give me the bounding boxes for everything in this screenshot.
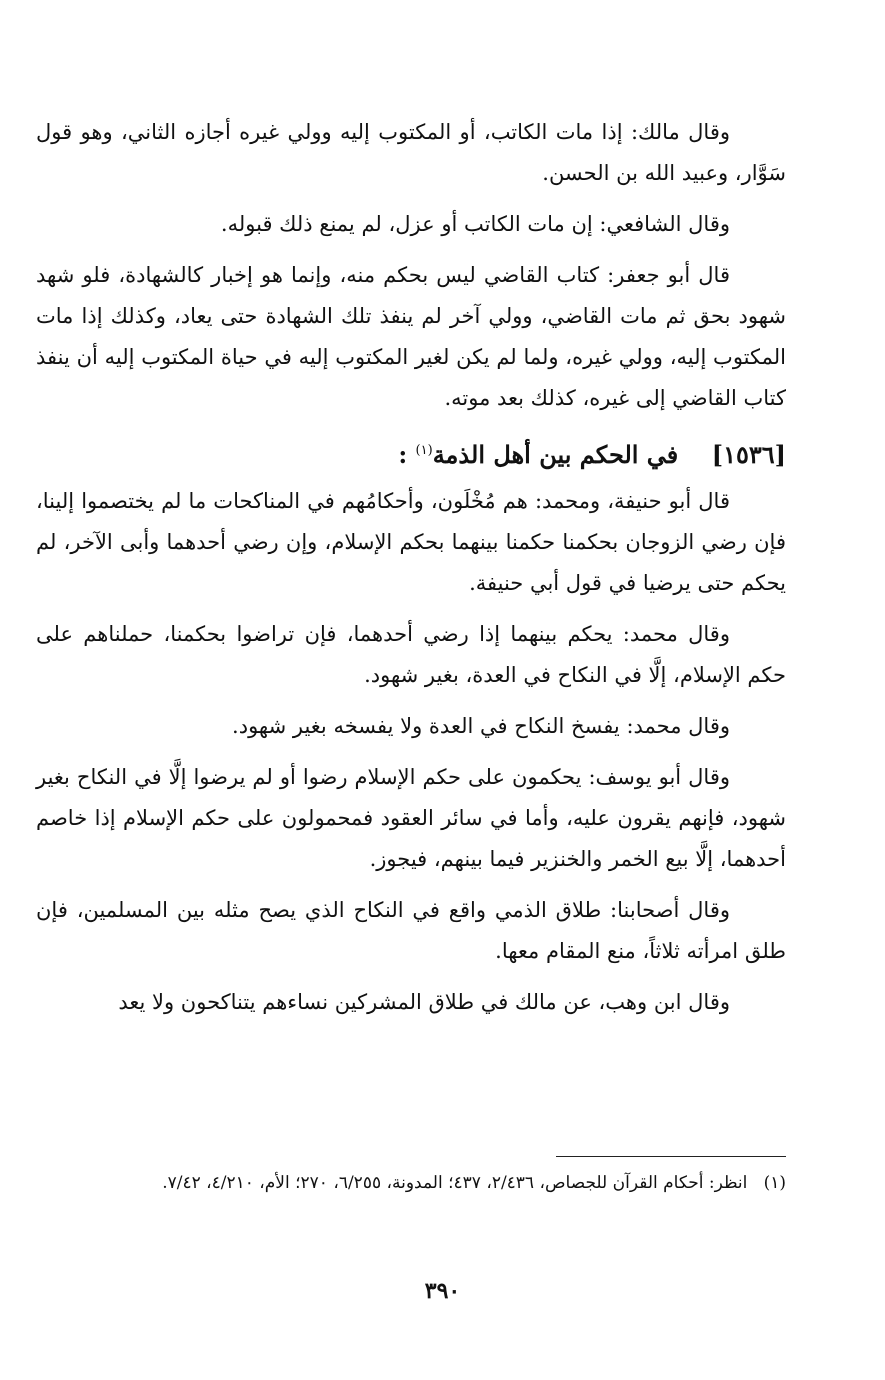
footnote-reference[interactable]: (١) (415, 443, 433, 458)
paragraph-malik: وقال مالك: إذا مات الكاتب، أو المكتوب إليه وولي غيره أجازه الثاني، وهو قول سَوَّار، وعبيد الله بن الحسن. (36, 120, 786, 185)
section-colon: : (398, 440, 408, 469)
paragraph-abu-jafar: قال أبو جعفر: كتاب القاضي ليس بحكم منه، وإنما هو إخبار كالشهادة، فلو شهد شهود بحق ثم مات القاضي، وولي آخر لم ينفذ تلك الشهادة حتى يعاد، وكذلك إذا مات المكتوب إليه، وولي غيره، ولما لم يكن لغير المكتوب إليه في حياة المكتوب إليه أن ينفذ كتاب القاضي إلى غيره، كذلك بعد موته. (36, 263, 786, 410)
footnote-text: انظر: أحكام القرآن للجصاص، ٢/٤٣٦، ٤٣٧؛ المدونة، ٦/٢٥٥، ٢٧٠؛ الأم، ٤/٢١٠، ٧/٤٢. (162, 1173, 748, 1193)
section-heading (36, 429, 786, 477)
page-number: ٣٩٠ (424, 1278, 461, 1304)
paragraph-shafii: وقال الشافعي: إن مات الكاتب أو عزل، لم يمنع ذلك قبوله. (220, 212, 730, 236)
paragraph-abu-hanifa: قال أبو حنيفة، ومحمد: هم مُخْلَون، وأحكامُهم في المناكحات ما لم يختصموا إلينا، فإن رضي الزوجان بحكمنا حكمنا بينهما بحكم الإسلام، وإن رضي أحدهما وأبى الآخر، لم يحكم حتى يرضيا في قول أبي حنيفة. (36, 489, 786, 595)
paragraph-ibn-wahb: وقال ابن وهب، عن مالك في طلاق المشركين نساءهم يتناكحون ولا يعد (118, 990, 730, 1014)
paragraph-muhammad-1: وقال محمد: يحكم بينهما إذا رضي أحدهما، فإن تراضوا بحكمنا، حملناهم على حكم الإسلام، إلَّا في النكاح في العدة، بغير شهود. (36, 622, 786, 687)
footnote (36, 1166, 786, 1200)
paragraph-muhammad-2: وقال محمد: يفسخ النكاح في العدة ولا يفسخه بغير شهود. (232, 714, 730, 738)
paragraph-abu-yusuf: وقال أبو يوسف: يحكمون على حكم الإسلام رضوا أو لم يرضوا إلَّا في النكاح بغير شهود، فإنهم يقرون عليه، وأما في سائر العقود فمحمولون على حكم الإسلام إذا خاصم أحدهما، إلَّا بيع الخمر والخنزير فيما بينهم، فيجوز. (36, 765, 786, 871)
footnote-marker: (١) (763, 1173, 786, 1193)
section-number: [١٥٣٦] (711, 440, 786, 469)
paragraph-ashabuna: وقال أصحابنا: طلاق الذمي واقع في النكاح الذي يصح مثله بين المسلمين، فإن طلق امرأته ثلاثاً، منع المقام معها. (36, 898, 786, 963)
section-title: في الحكم بين أهل الذمة (432, 440, 679, 469)
page-body (36, 112, 786, 1033)
footnote-divider (556, 1156, 786, 1157)
